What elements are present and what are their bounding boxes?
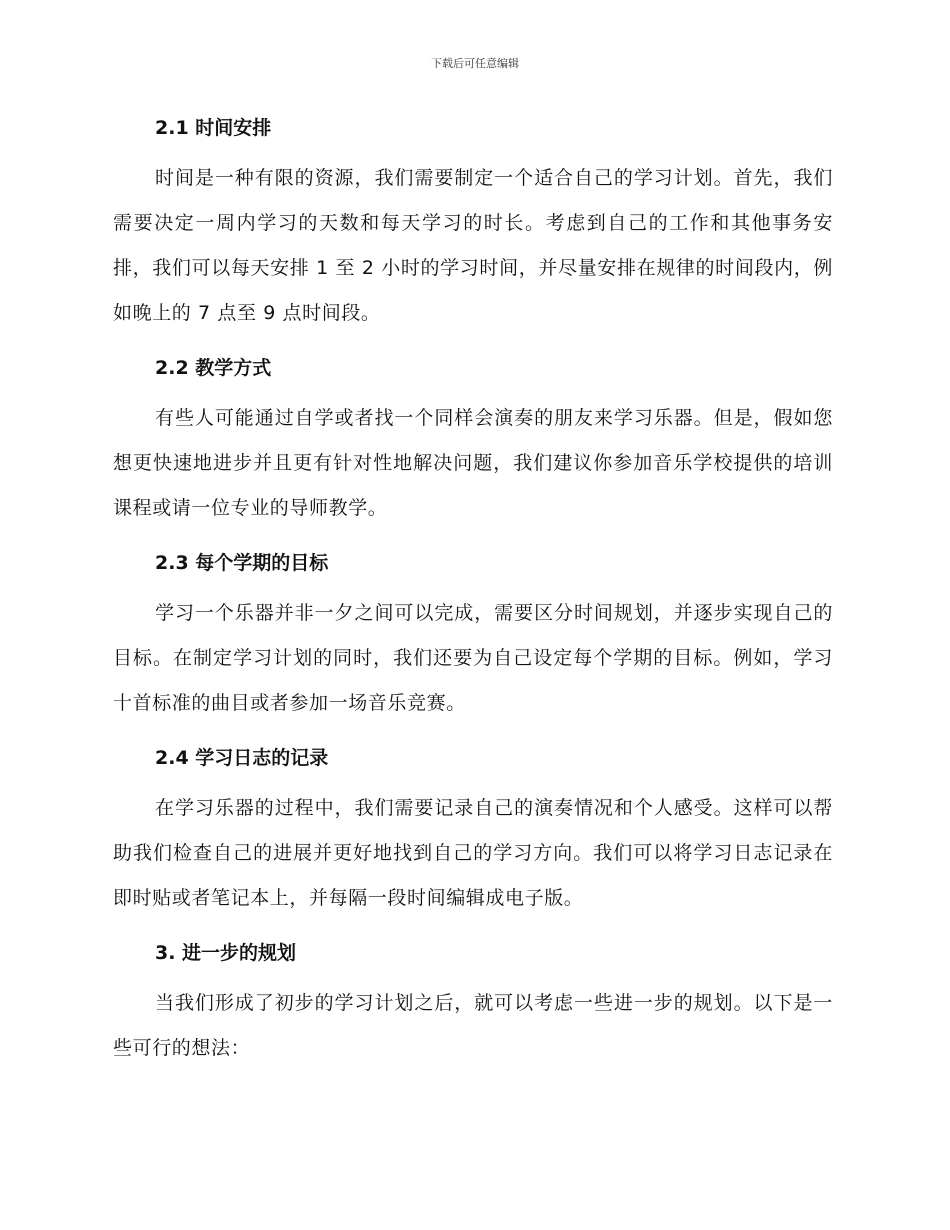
section-paragraph: 当我们形成了初步的学习计划之后，就可以考虑一些进一步的规划。以下是一些可行的想法： — [113, 992, 833, 1059]
section-semester-goals — [113, 545, 833, 726]
section-paragraph: 学习一个乐器并非一夕之间可以完成，需要区分时间规划，并逐步实现自己的目标。在制定学习计划的同时，我们还要为自己设定每个学期的目标。例如，学习十首标准的曲目或者参加一场音乐竞赛。 — [113, 602, 833, 714]
document-body — [113, 110, 833, 1085]
section-heading: 2.3 每个学期的目标 — [155, 552, 329, 574]
section-study-log — [113, 740, 833, 921]
section-heading: 3. 进一步的规划 — [155, 942, 297, 964]
section-heading: 2.1 时间安排 — [155, 117, 272, 139]
section-further-planning — [113, 935, 833, 1071]
section-teaching-method — [113, 350, 833, 531]
section-heading: 2.4 学习日志的记录 — [155, 747, 329, 769]
section-paragraph: 在学习乐器的过程中，我们需要记录自己的演奏情况和个人感受。这样可以帮助我们检查自己的进展并更好地找到自己的学习方向。我们可以将学习日志记录在即时贴或者笔记本上，并每隔一段时间编辑成电子版。 — [113, 797, 833, 909]
section-paragraph: 时间是一种有限的资源，我们需要制定一个适合自己的学习计划。首先，我们需要决定一周内学习的天数和每天学习的时长。考虑到自己的工作和其他事务安排，我们可以每天安排 1 至 2 小时的学习时间，并尽量安排在规律的时间段内，例如晚上的 7 点至 9 点时间段。 — [113, 167, 833, 324]
section-heading: 2.2 教学方式 — [155, 357, 272, 379]
section-paragraph: 有些人可能通过自学或者找一个同样会演奏的朋友来学习乐器。但是，假如您想更快速地进步并且更有针对性地解决问题，我们建议你参加音乐学校提供的培训课程或请一位专业的导师教学。 — [113, 407, 833, 519]
section-time-arrangement — [113, 110, 833, 336]
header-note: 下载后可任意编辑 — [431, 57, 519, 70]
